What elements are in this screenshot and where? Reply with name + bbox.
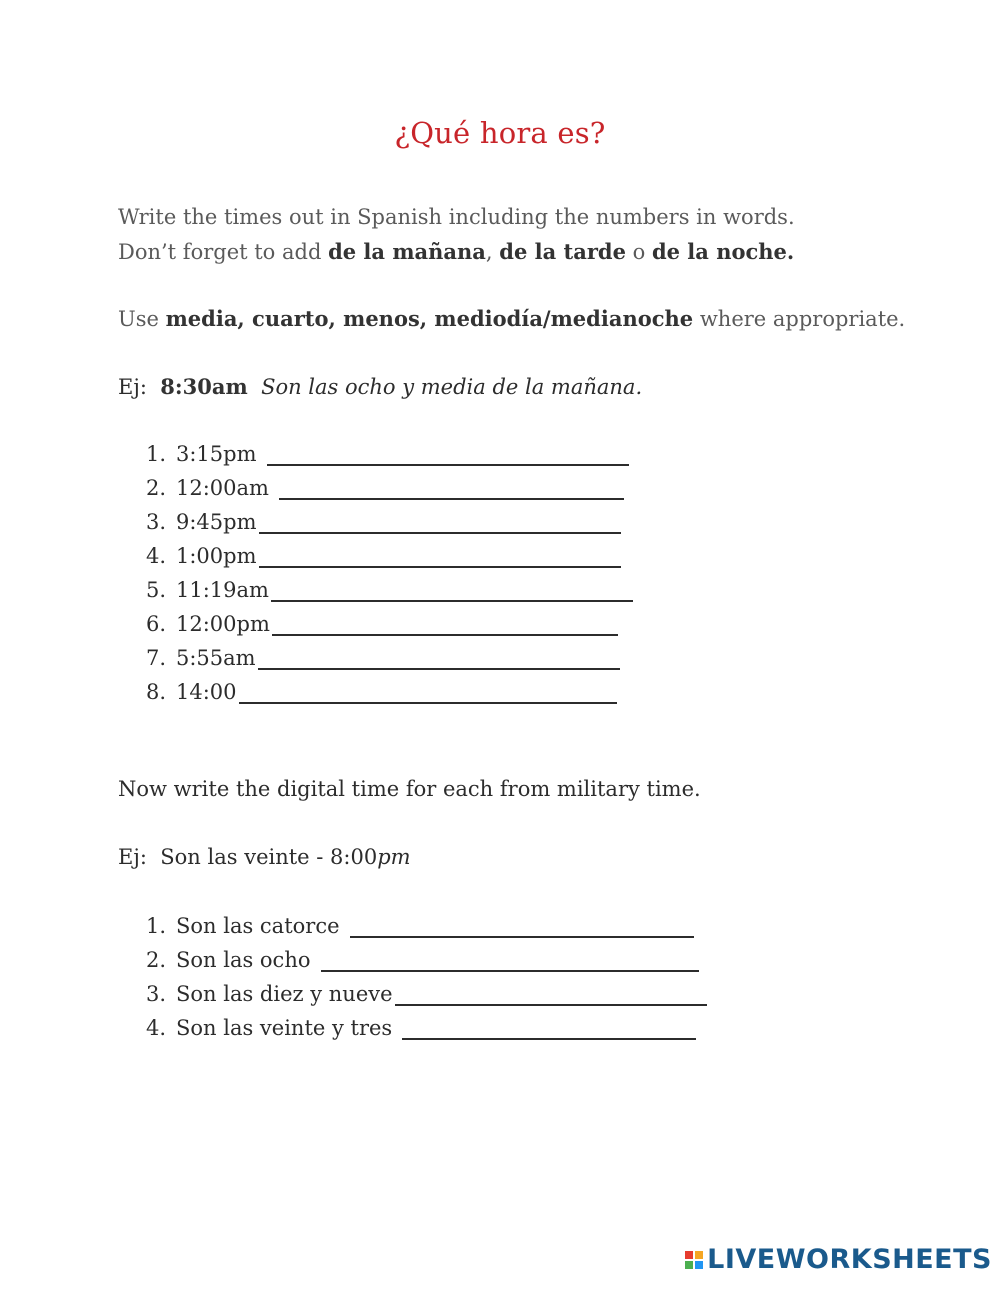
item-phrase: Son las catorce — [176, 914, 340, 938]
instruction-line-2-sep2: o — [625, 240, 652, 264]
list-item — [146, 573, 633, 607]
answer-blank[interactable] — [279, 476, 624, 500]
item-number: 4. — [146, 1016, 167, 1040]
item-number: 1. — [146, 442, 167, 466]
item-number: 1. — [146, 914, 167, 938]
item-time: 14:00 — [176, 680, 237, 704]
logo-mark-icon — [685, 1251, 703, 1269]
instruction-line-1: Write the times out in Spanish including the numbers in words. — [118, 205, 795, 229]
vocabulary-words: media, cuarto, menos, mediodía/medianoche — [165, 306, 694, 331]
list-item — [146, 505, 633, 539]
item-number: 2. — [146, 948, 167, 972]
item-number: 3. — [146, 982, 167, 1006]
answer-blank[interactable] — [259, 510, 621, 534]
example-1-time: 8:30am — [160, 374, 248, 399]
times-list — [146, 437, 633, 709]
item-number: 5. — [146, 578, 167, 602]
list-item — [146, 977, 707, 1011]
item-time: 3:15pm — [176, 442, 257, 466]
instruction-line-2 — [118, 239, 794, 264]
item-time: 9:45pm — [176, 510, 257, 534]
list-item — [146, 607, 633, 641]
item-time: 12:00am — [176, 476, 269, 500]
example-2 — [118, 845, 411, 869]
answer-blank[interactable] — [321, 948, 699, 972]
item-number: 6. — [146, 612, 167, 636]
item-number: 7. — [146, 646, 167, 670]
logo-text: LIVEWORKSHEETS — [707, 1244, 992, 1275]
instruction-line-3 — [118, 306, 905, 331]
list-item — [146, 675, 633, 709]
logo-square-green — [685, 1261, 693, 1269]
list-item — [146, 539, 633, 573]
instruction-line-3-suffix: where appropriate. — [693, 307, 906, 331]
item-time: 5:55am — [176, 646, 256, 670]
answer-blank[interactable] — [350, 914, 694, 938]
instruction-line-2-sep1: , — [485, 240, 500, 264]
item-number: 8. — [146, 680, 167, 704]
answer-blank[interactable] — [258, 646, 620, 670]
logo-square-blue — [695, 1261, 703, 1269]
answer-blank[interactable] — [267, 442, 629, 466]
instruction-line-3-prefix: Use — [118, 307, 166, 331]
item-phrase: Son las ocho — [176, 948, 311, 972]
list-item — [146, 437, 633, 471]
list-item — [146, 471, 633, 505]
liveworksheets-logo — [685, 1244, 992, 1275]
answer-blank[interactable] — [272, 612, 618, 636]
instruction-line-2-prefix: Don’t forget to add — [118, 240, 329, 264]
logo-square-orange — [695, 1251, 703, 1259]
section-2-instruction: Now write the digital time for each from military time. — [118, 777, 701, 801]
phrase-de-la-manana: de la mañana — [328, 239, 486, 264]
military-time-list — [146, 909, 707, 1045]
example-2-label: Ej: — [118, 845, 147, 869]
answer-blank[interactable] — [395, 982, 707, 1006]
item-time: 1:00pm — [176, 544, 257, 568]
item-phrase: Son las veinte y tres — [176, 1016, 393, 1040]
page-title: ¿Qué hora es? — [394, 116, 606, 150]
item-number: 4. — [146, 544, 167, 568]
list-item — [146, 909, 707, 943]
example-1-answer: Son las ocho y media de la mañana. — [261, 375, 643, 399]
example-1-label: Ej: — [118, 375, 147, 399]
answer-blank[interactable] — [402, 1016, 696, 1040]
answer-blank[interactable] — [239, 680, 617, 704]
phrase-de-la-tarde: de la tarde — [499, 239, 626, 264]
example-2-suffix: pm — [377, 845, 411, 869]
answer-blank[interactable] — [259, 544, 621, 568]
item-number: 2. — [146, 476, 167, 500]
list-item — [146, 943, 707, 977]
item-number: 3. — [146, 510, 167, 534]
phrase-de-la-noche: de la noche. — [651, 239, 795, 264]
item-time: 11:19am — [176, 578, 269, 602]
example-1 — [118, 374, 642, 399]
answer-blank[interactable] — [271, 578, 633, 602]
item-phrase: Son las diez y nueve — [176, 982, 393, 1006]
list-item — [146, 1011, 707, 1045]
list-item — [146, 641, 633, 675]
item-time: 12:00pm — [176, 612, 270, 636]
logo-square-red — [685, 1251, 693, 1259]
example-2-text: Son las veinte - 8:00 — [160, 845, 378, 869]
